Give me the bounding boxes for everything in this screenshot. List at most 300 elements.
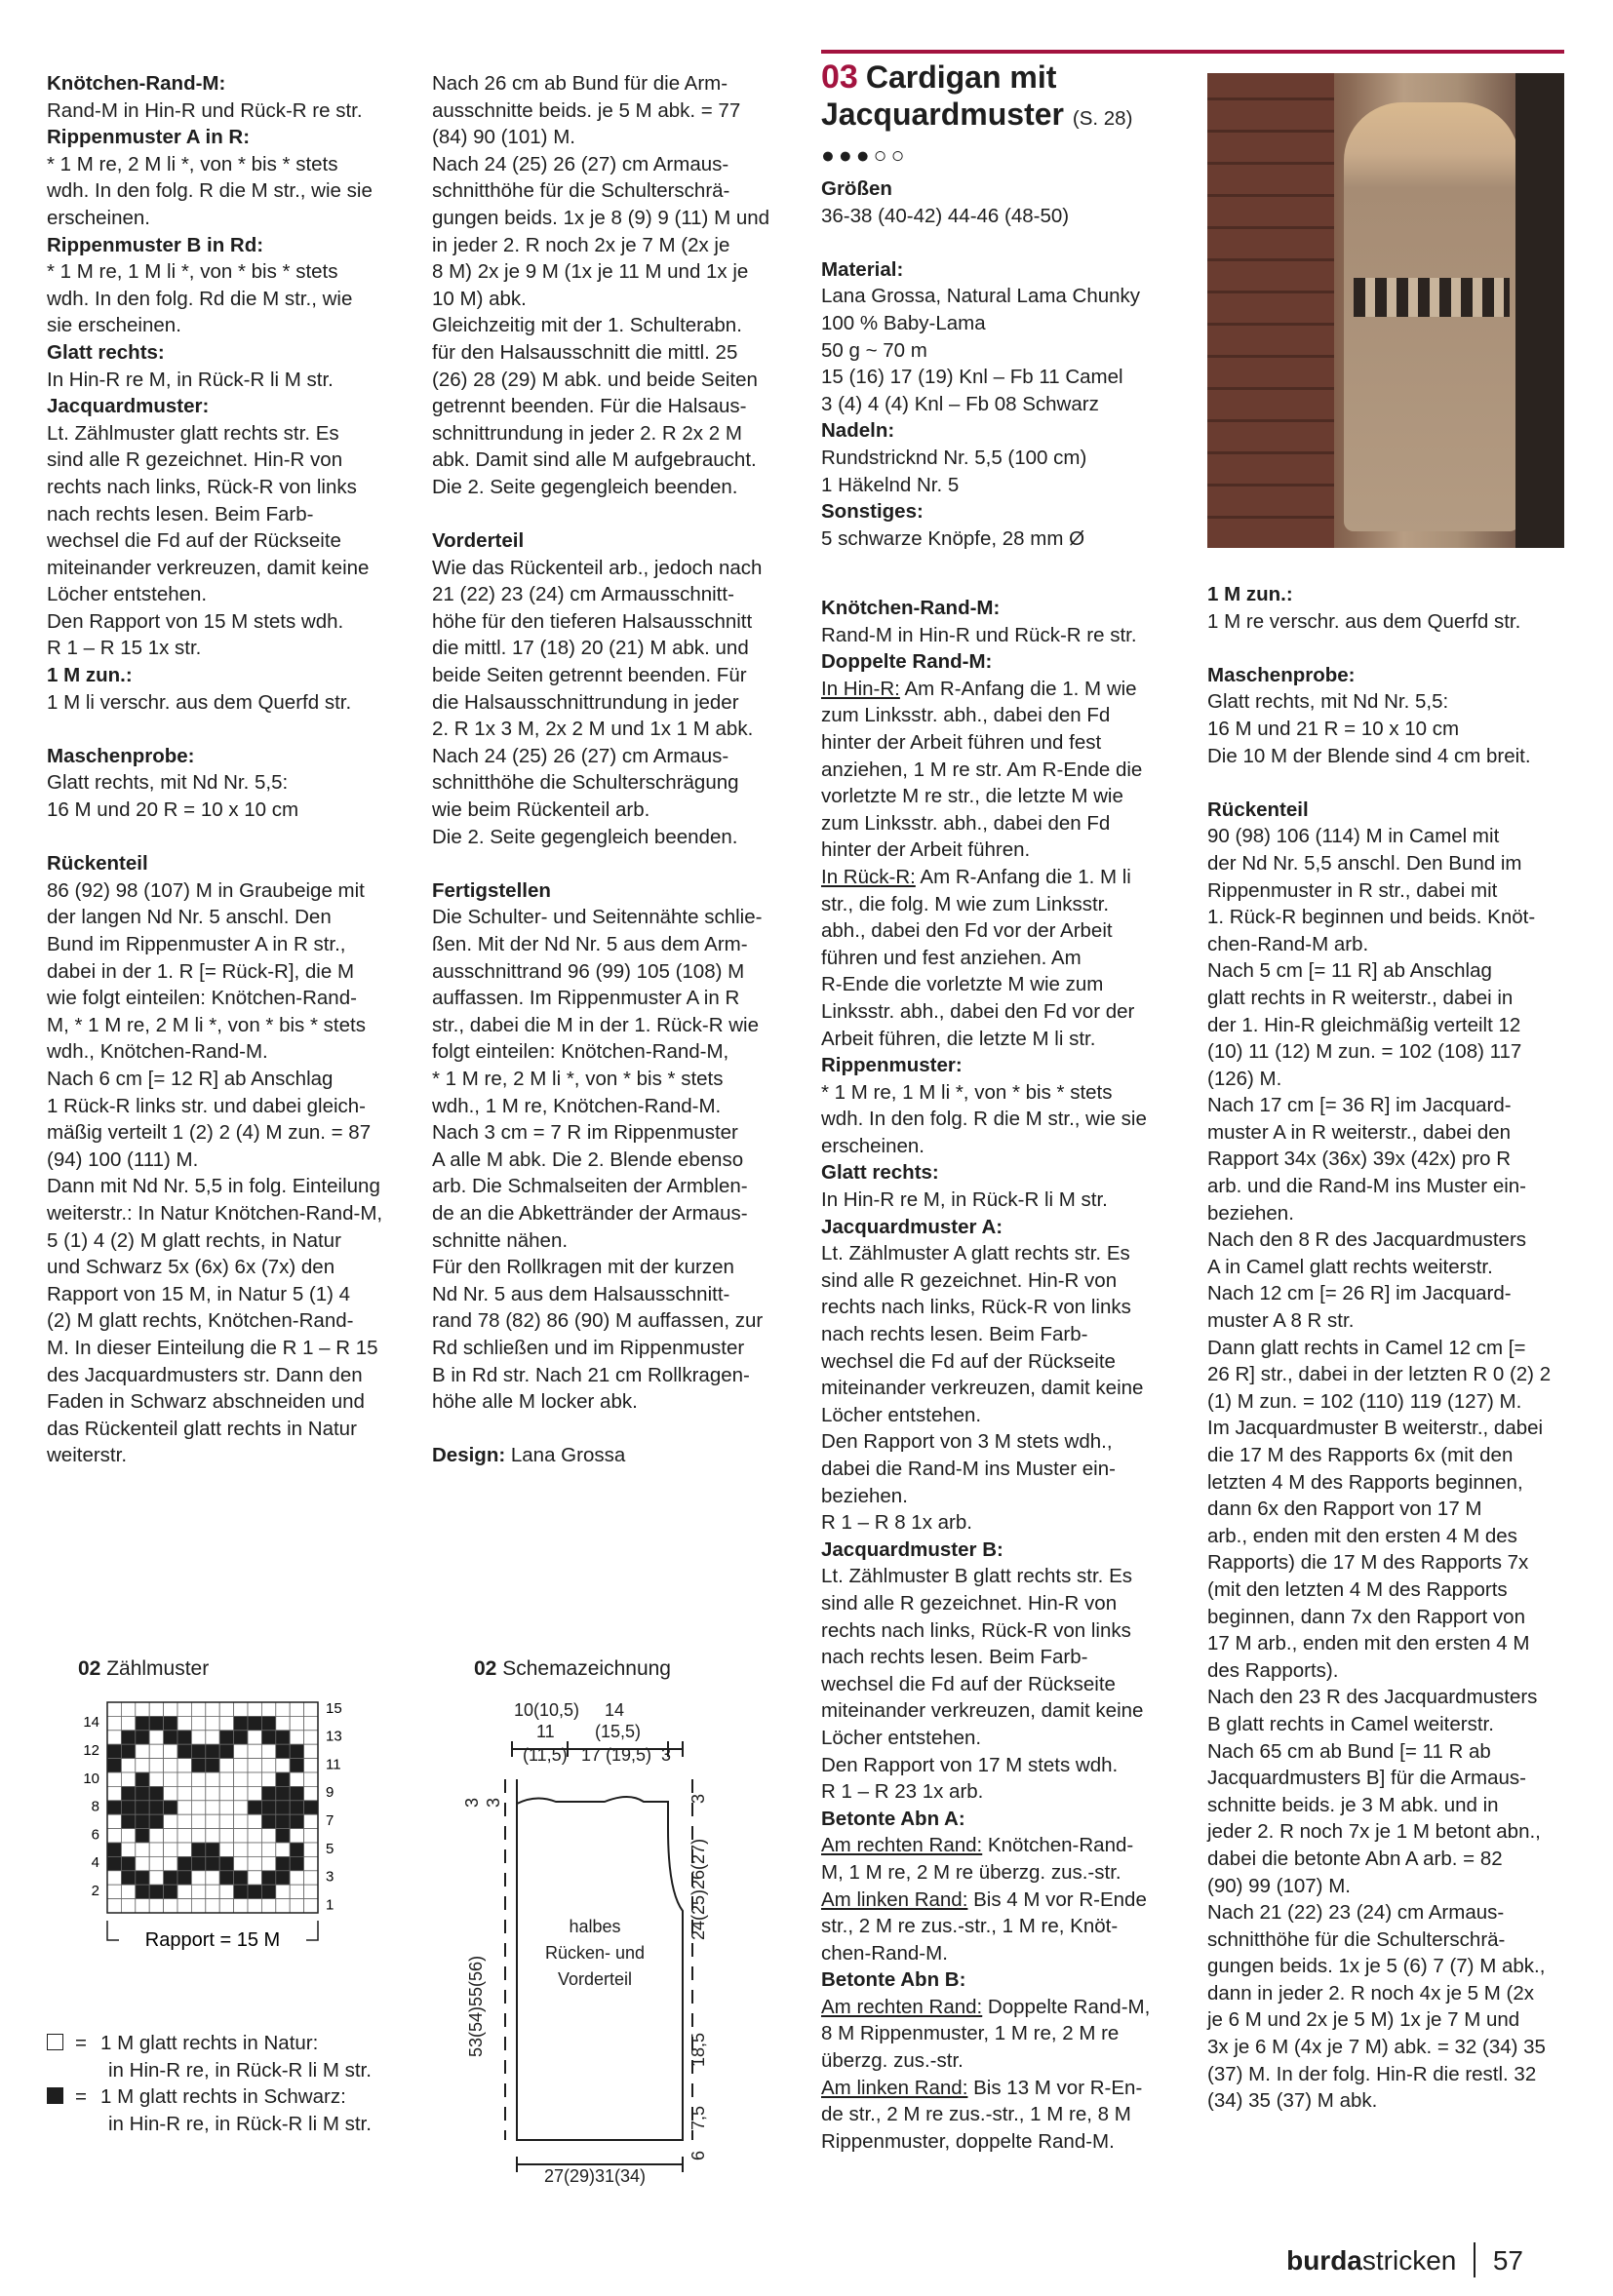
dim-top-3: 11 [536,1722,555,1741]
chart-cell-white [164,1829,177,1843]
text-line: Nach 26 cm ab Bund für die Arm- [432,72,728,95]
chart-cell-white [219,1759,233,1772]
text-line: Lt. Zählmuster A glatt rechts str. Es [821,1242,1130,1265]
text-line: Doppelte Rand-M: [821,650,993,674]
chart-cell-white [276,1702,290,1716]
chart-cell-white [177,1759,191,1772]
text-line: gungen beids. 1x je 8 (9) 9 (11) M und [432,206,770,229]
chart-cell-black [121,1814,135,1828]
underlined-label: Am rechten Rand: [821,1834,983,1857]
chart-cell-white [136,1744,149,1758]
chart-cell-black [164,1731,177,1744]
text-line: wie beim Rückenteil arb. [432,798,650,822]
chart-cell-black [107,1856,121,1870]
chart-cell-white [121,1716,135,1730]
chart-cell-white [304,1702,318,1716]
chart-cell-white [191,1716,205,1730]
text-line: Nach 12 cm [= 26 R] im Jacquard- [1207,1282,1512,1305]
chart-right-tick: 7 [326,1812,334,1829]
chart-cell-white [191,1871,205,1885]
text-line: mäßig verteilt 1 (2) 2 (4) M zun. = 87 [47,1121,372,1145]
text-line: ausschnitte beids. je 5 M abk. = 77 [432,98,741,122]
chart-cell-white [191,1786,205,1800]
text-line: wechsel die Fd auf der Rückseite [821,1349,1116,1373]
text-line: Den Rapport von 15 M stets wdh. [47,609,344,633]
dim-left-2: 3 [484,1797,503,1808]
chart-cell-white [248,1843,261,1856]
chart-cell-white [164,1702,177,1716]
text-line: de str., 2 M re zus.-str., 1 M re, 8 M [821,2103,1131,2126]
text-line: 1 Rück-R links str. und dabei gleich- [47,1094,367,1117]
chart-right-tick: 1 [326,1896,334,1914]
difficulty-rating: ●●●○○ [821,142,909,168]
chart-cell-black [177,1744,191,1758]
text-line: Rand-M in Hin-R und Rück-R re str. [47,98,363,122]
text-line: dabei in der 1. R [= Rück-R], die M [47,959,355,983]
text-line: schnitthöhe für die Schulterschrä- [432,179,730,203]
text-line: Rapports) die 17 M des Rapports 7x [1207,1551,1529,1575]
chart-cell-black [248,1716,261,1730]
text-line: Maschenprobe: [47,744,195,767]
text-line: Löcher entstehen. [821,1403,982,1426]
chart-cell-black [276,1744,290,1758]
text-line: dann in jeder 2. R noch 4x je 5 M (2x [1207,1981,1535,2004]
text-line: * 1 M re, 2 M li *, von * bis * stets [432,1067,724,1090]
text-column-2 [432,70,798,1469]
chart-cell-black [290,1801,303,1814]
chart-cell-black [191,1843,205,1856]
text-line: Linksstr. abh., dabei den Fd vor der [821,999,1135,1023]
text-line: * 1 M re, 2 M li *, von * bis * stets [47,152,338,175]
chart-right-tick: 15 [326,1699,342,1717]
chart-left-tick: 10 [83,1770,99,1787]
chart-cell-white [248,1759,261,1772]
text-line: 21 (22) 23 (24) cm Armausschnitt- [432,583,734,606]
chart-cell-black [164,1801,177,1814]
text-line: Rd schließen und im Rippenmuster [432,1336,745,1359]
chart-cell-black [177,1731,191,1744]
chart-cell-black [136,1801,149,1814]
text-line: Gleichzeitig mit der 1. Schulterabn. [432,314,742,337]
chart-cell-black [149,1716,163,1730]
text-line: R 1 – R 23 1x arb. [821,1780,984,1804]
text-line: (84) 90 (101) M. [432,126,575,149]
text-line: je 6 M und 2x je 5 M) 1x je 7 M und [1207,2008,1520,2032]
chart-cell-white [219,1829,233,1843]
chart-cell-white [304,1716,318,1730]
chart-cell-white [191,1814,205,1828]
text-line: str., 2 M re zus.-str., 1 M re, Knöt- [821,1915,1119,1938]
text-line: 15 (16) 17 (19) Knl – Fb 11 Camel [821,366,1123,389]
text-line: 3x je 6 M (4x je 7 M) abk. = 32 (34) 35 [1207,2036,1546,2059]
chart-cell-black [107,1843,121,1856]
text-line: beginnen, dann 7x den Rapport von [1207,1605,1525,1628]
chart-cell-white [107,1814,121,1828]
dim-right-1: 3 [688,1793,708,1804]
text-line [1207,635,1568,662]
chart-cell-white [276,1716,290,1730]
text-line: 16 M und 21 R = 10 x 10 cm [1207,717,1460,740]
chart-cell-black [234,1731,248,1744]
text-line: chen-Rand-M. [821,1941,948,1965]
text-line: 16 M und 20 R = 10 x 10 cm [47,798,299,822]
chart-cell-white [191,1731,205,1744]
text-line: 1 M re verschr. aus dem Querfd str. [1207,609,1521,633]
text-line: Nach 6 cm [= 12 R] ab Anschlag [47,1067,334,1090]
text-line: abk. Damit sind alle M aufgebraucht. [432,448,757,472]
chart-cell-white [234,1856,248,1870]
chart-left-tick: 14 [83,1714,99,1732]
text-line: arb., enden mit den ersten 4 M des [1207,1524,1517,1547]
chart-cell-white [206,1899,219,1913]
text-line: Nach 5 cm [= 11 R] ab Anschlag [1207,959,1492,983]
text-line: 86 (92) 98 (107) M in Graubeige mit [47,878,365,902]
dim-left-long: 53(54)55(56) [466,1955,486,2057]
text-line: für den Halsausschnitt die mittl. 25 [432,340,738,364]
chart-right-tick: 3 [326,1868,334,1886]
text-line: Löcher entstehen. [47,583,208,606]
text-line: rechts nach links, Rück-R von links [47,475,357,498]
chart-cell-black [164,1871,177,1885]
chart-cell-white [276,1843,290,1856]
text-line: In Hin-R: Am R-Anfang die 1. M wie [821,677,1137,700]
jacquard-band [1354,278,1510,317]
chart-cell-white [206,1885,219,1898]
chart-cell-white [234,1759,248,1772]
chart-cell-white [136,1759,149,1772]
brick-wall-image-part [1207,73,1334,548]
chart-cell-white [206,1814,219,1828]
chart-cell-white [136,1843,149,1856]
chart-cell-black [136,1786,149,1800]
chart-cell-black [276,1731,290,1744]
text-line: Rundstricknd Nr. 5,5 (100 cm) [821,446,1087,469]
chart-cell-white [219,1702,233,1716]
text-line: Fertigstellen [432,878,551,902]
text-line: Rückenteil [47,852,148,876]
dim-top-1: 10(10,5) [514,1700,580,1720]
text-line: str., dabei die M in der 1. Rück-R wie [432,1013,759,1036]
text-line: Betonte Abn B: [821,1968,966,1992]
text-line: 5 (1) 4 (2) M glatt rechts, in Natur [47,1228,341,1252]
text-line: nach rechts lesen. Beim Farb- [47,502,314,525]
chart-cell-black [248,1885,261,1898]
text-line: wechsel die Fd auf der Rückseite [47,529,341,553]
text-line: Nach den 8 R des Jacquardmusters [1207,1228,1527,1252]
chart-cell-black [290,1814,303,1828]
text-line: 36-38 (40-42) 44-46 (48-50) [821,204,1070,227]
text-line [432,850,798,877]
chart-cell-black [149,1814,163,1828]
chart-cell-black [191,1759,205,1772]
chart-right-tick: 11 [326,1756,341,1773]
text-line: 10 M) abk. [432,287,527,310]
text-line: der langen Nd Nr. 5 anschl. Den [47,906,332,929]
text-line: überzg. zus.-str. [821,2049,964,2073]
text-line [47,824,406,851]
text-line: die Halsausschnittrundung in jeder [432,690,739,714]
chart-cell-white [304,1772,318,1786]
underlined-label: In Rück-R: [821,865,916,888]
text-line: Dann mit Nd Nr. 5,5 in folg. Einteilung [47,1175,380,1198]
text-line: Am rechten Rand: Knötchen-Rand- [821,1834,1134,1857]
chart-cell-white [234,1843,248,1856]
chart-cell-white [164,1759,177,1772]
text-line: Rand-M in Hin-R und Rück-R re str. [821,623,1137,646]
legend-swatch [47,2034,63,2050]
materials-block [821,175,1182,552]
chart-cell-black [107,1744,121,1758]
text-line: 5 schwarze Knöpfe, 28 mm Ø [821,526,1085,550]
chart-cell-white [177,1843,191,1856]
text-line: M, 1 M re, 2 M re überzg. zus.-str. [821,1860,1121,1884]
chart-cell-white [219,1899,233,1913]
text-line: Rippenmuster A in R: [47,126,251,149]
text-line: der Nd Nr. 5,5 anschl. Den Bund im [1207,851,1522,875]
chart-cell-black [121,1856,135,1870]
chart-legend [47,2030,372,2137]
chart-cell-white [149,1759,163,1772]
chart-cell-white [177,1814,191,1828]
chart-cell-black [290,1744,303,1758]
chart-cell-white [248,1744,261,1758]
text-line: Faden in Schwarz abschneiden und [47,1390,365,1414]
text-line: letzten 4 M des Rapports beginnen, [1207,1470,1523,1494]
chart-cell-white [290,1871,303,1885]
text-line: 2. R 1x 3 M, 2x 2 M und 1x 1 M abk. [432,718,754,741]
chart-cell-white [248,1702,261,1716]
chart-cell-white [107,1702,121,1716]
text-line: jeder 2. R noch 7x je 1 M betont abn., [1207,1820,1541,1844]
dim-right-5: 6 [688,2150,708,2160]
chart-cell-white [107,1829,121,1843]
chart-cell-white [304,1814,318,1828]
text-line: Knötchen-Rand-M: [821,597,1001,619]
chart-cell-white [304,1829,318,1843]
chart-cell-white [219,1716,233,1730]
chart-cell-white [107,1885,121,1898]
text-line [432,501,798,528]
chart-cell-white [177,1899,191,1913]
text-line: Glatt rechts: [47,340,165,364]
chart-cell-black [136,1716,149,1730]
text-line: Wie das Rückenteil arb., jedoch nach [432,556,763,579]
chart-cell-black [121,1786,135,1800]
door-image-part [1515,73,1564,548]
text-line: ausschnittrand 96 (99) 105 (108) M [432,959,745,983]
text-line: 50 g ~ 70 m [821,338,927,362]
chart-cell-black [164,1716,177,1730]
text-line: abh., dabei den Fd vor der Arbeit [821,919,1113,943]
text-line: (10) 11 (12) M zun. = 102 (108) 117 [1207,1040,1522,1064]
center-label-2: Rücken- und [544,1943,646,1963]
chart-cell-white [191,1801,205,1814]
chart-cell-black [290,1843,303,1856]
text-column-4 [1207,581,1568,2115]
text-line: getrennt beenden. Für die Halsaus- [432,395,747,418]
chart-cell-white [149,1829,163,1843]
chart-cell-white [164,1856,177,1870]
center-label-1: halbes [569,1917,621,1936]
text-line: Nadeln: [821,419,895,443]
text-line: (mit den letzten 4 M des Rapports [1207,1577,1508,1601]
chart-cell-black [261,1801,275,1814]
text-line: Die Schulter- und Seitennähte schlie- [432,906,763,929]
footer-brand: burda [1286,2245,1362,2276]
chart-cell-white [234,1786,248,1800]
chart-cell-white [219,1786,233,1800]
chart-cell-white [107,1716,121,1730]
chart-cell-black [276,1772,290,1786]
chart-cell-white [177,1772,191,1786]
dim-top-2: 14 [605,1700,625,1720]
text-line: B in Rd str. Nach 21 cm Rollkragen- [432,1363,750,1386]
chart-right-tick: 9 [326,1784,334,1802]
text-line: Löcher entstehen. [821,1726,982,1749]
chart-cell-black [219,1871,233,1885]
text-line: (2) M glatt rechts, Knötchen-Rand- [47,1309,354,1333]
chart-cell-white [149,1744,163,1758]
chart-cell-black [219,1856,233,1870]
dim-top-5: (11,5) [523,1745,568,1765]
text-line: Am rechten Rand: Doppelte Rand-M, [821,1995,1151,2018]
chart-cell-white [206,1772,219,1786]
text-line: anziehen, 1 M re str. Am R-Ende die [821,758,1143,781]
text-line: zum Linksstr. abh., dabei den Fd [821,704,1111,727]
text-line: muster A 8 R str. [1207,1309,1355,1333]
text-line: schnitthöhe die Schulterschrägung [432,771,739,795]
chart-cell-white [121,1702,135,1716]
text-line: (90) 99 (107) M. [1207,1874,1351,1897]
text-line: weiterstr. [47,1444,128,1467]
text-line: Den Rapport von 3 M stets wdh., [821,1430,1113,1454]
chart-cell-black [149,1786,163,1800]
chart-cell-white [261,1702,275,1716]
text-line: dabei die betonte Abn A arb. = 82 [1207,1847,1503,1870]
model-figure [1344,102,1519,531]
title-line-1: Cardigan mit [865,59,1057,95]
text-line: rechts nach links, Rück-R von links [821,1296,1131,1319]
chart-cell-black [304,1801,318,1814]
text-line: B glatt rechts in Camel weiterstr. [1207,1712,1494,1735]
chart-cell-white [261,1759,275,1772]
chart-right-tick: 13 [326,1728,342,1745]
chart-cell-white [304,1731,318,1744]
text-line: Rippenmuster: [821,1054,963,1077]
chart-cell-white [121,1772,135,1786]
chart-cell-black [206,1759,219,1772]
text-line: sind alle R gezeichnet. Hin-R von [47,448,343,472]
chart-cell-white [261,1744,275,1758]
chart-left-tick: 2 [91,1883,99,1899]
text-line [821,229,1182,256]
chart-cell-black [136,1772,149,1786]
chart-cell-white [136,1899,149,1913]
chart-cell-black [107,1759,121,1772]
text-line: 3 (4) 4 (4) Knl – Fb 08 Schwarz [821,392,1099,415]
chart-cell-white [248,1772,261,1786]
chart-cell-white [164,1744,177,1758]
text-line: (1) M zun. = 102 (110) 119 (127) M. [1207,1389,1522,1413]
legend-row-cont: in Hin-R re, in Rück-R li M str. [108,2112,372,2135]
text-line: 1 M zun.: [47,664,133,687]
chart-cell-white [191,1885,205,1898]
chart-cell-white [219,1772,233,1786]
chart-cell-white [290,1702,303,1716]
text-line: und Schwarz 5x (6x) 6x (7x) den [47,1256,335,1279]
legend-row: = 1 M glatt rechts in Natur: [47,2030,372,2057]
text-line: R 1 – R 8 1x arb. [821,1511,972,1535]
chart-cell-black [261,1871,275,1885]
text-line: Lana Grossa, Natural Lama Chunky [821,285,1141,308]
text-line: 1 Häkelnd Nr. 5 [821,473,960,496]
text-line: gungen beids. 1x je 5 (6) 7 (7) M abk., [1207,1955,1546,1978]
chart-cell-black [276,1856,290,1870]
text-line: weiterstr.: In Natur Knötchen-Rand-M, [47,1201,383,1225]
text-line [1207,769,1568,797]
chart-cell-white [177,1829,191,1843]
text-line: schnitte beids. je 3 M abk. und in [1207,1793,1499,1816]
chart-cell-white [234,1702,248,1716]
text-line: R-Ende die vorletzte M wie zum [821,973,1104,996]
text-line: sie erscheinen. [47,314,181,337]
text-line: wdh. In den folg. Rd die M str., wie [47,287,353,310]
chart-cell-white [261,1856,275,1870]
text-line: nach rechts lesen. Beim Farb- [821,1323,1088,1346]
text-line: Die 2. Seite gegengleich beenden. [432,825,738,848]
text-line: Nach 3 cm = 7 R im Rippenmuster [432,1121,738,1145]
footer-separator [1474,2242,1475,2277]
text-line: höhe alle M locker abk. [432,1390,638,1414]
legend-swatch [47,2087,63,2104]
text-line: Nach 21 (22) 23 (24) cm Armaus- [1207,1901,1505,1925]
text-line: (37) M. In der folg. Hin-R die restl. 32 [1207,2062,1537,2085]
text-line: beide Seiten getrennt beenden. Für [432,664,747,687]
text-line: rechts nach links, Rück-R von links [821,1618,1131,1642]
chart-cell-white [149,1843,163,1856]
text-line: * 1 M re, 1 M li *, von * bis * stets [821,1080,1113,1104]
chart-cell-white [164,1786,177,1800]
text-line: Jacquardmusters B] für die Armaus- [1207,1767,1526,1790]
chart-cell-white [121,1899,135,1913]
chart-cell-black [261,1786,275,1800]
chart-cell-black [191,1744,205,1758]
chart-cell-white [261,1829,275,1843]
chart-cell-white [219,1843,233,1856]
text-line: Den Rapport von 17 M stets wdh. [821,1753,1119,1776]
text-line: Material: [821,257,904,281]
text-line: sind alle R gezeichnet. Hin-R von [821,1268,1118,1292]
text-line: muster A in R weiterstr., dabei den [1207,1120,1512,1144]
chart-cell-white [191,1702,205,1716]
text-line: de an die Abkettränder der Armaus- [432,1201,748,1225]
text-line: 17 M arb., enden mit den ersten 4 M [1207,1632,1530,1655]
text-line: Lt. Zählmuster B glatt rechts str. Es [821,1565,1133,1588]
text-line: erscheinen. [821,1134,925,1157]
chart-cell-black [191,1856,205,1870]
chart-cell-black [121,1871,135,1885]
text-line: nach rechts lesen. Beim Farb- [821,1646,1088,1669]
cardigan-photo [1207,73,1564,548]
dim-top-4: (15,5) [595,1722,642,1741]
text-line: miteinander verkreuzen, damit keine [821,1699,1144,1723]
text-line: hinter der Arbeit führen. [821,838,1031,862]
text-line: Maschenprobe: [1207,663,1356,686]
text-line: beziehen. [1207,1201,1294,1225]
chart-cell-white [304,1856,318,1870]
text-line: Lt. Zählmuster glatt rechts str. Es [47,421,339,445]
chart-cell-white [248,1871,261,1885]
